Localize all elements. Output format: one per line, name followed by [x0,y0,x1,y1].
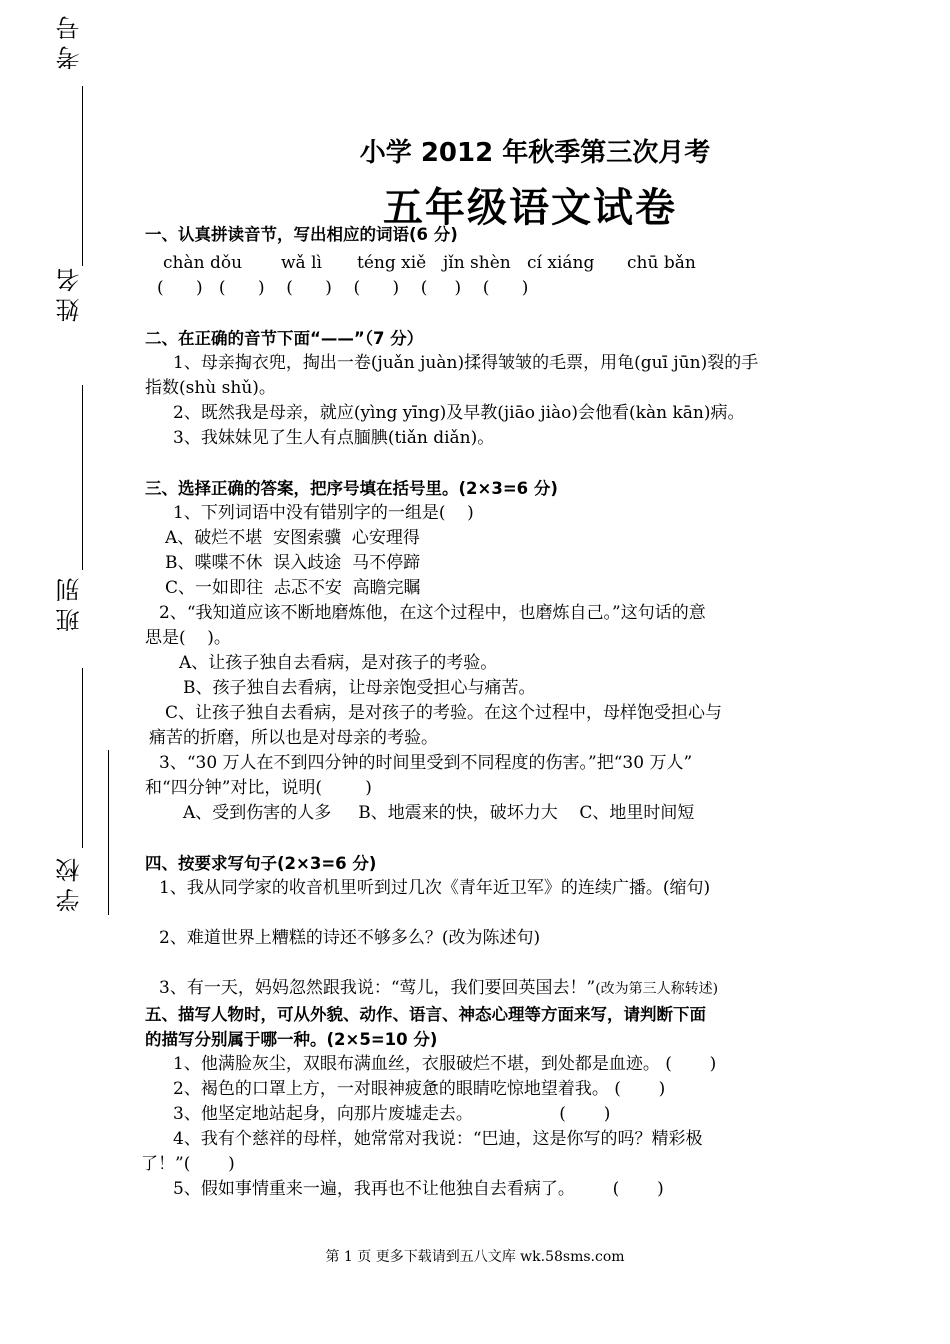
school-line [108,750,109,915]
question-line: 4、我有个慈祥的母样，她常常对我说：“巴迪，这是你写的吗？精彩极 [173,1129,703,1149]
section-2-heading: 二、在正确的音节下面“——”（7 分） [145,329,424,348]
question-line: 2、难道世界上糟糕的诗还不够多么？(改为陈述句) [159,928,541,948]
question-line: 思是( )。 [145,628,231,648]
class-line [82,668,83,848]
question-line: 3、他坚定地站起身，向那片废墟走去。 ( ) [173,1104,611,1124]
question-line: 2、“我知道应该不断地磨炼他，在这个过程中，也磨炼自己。”这句话的意 [159,603,706,623]
question-instruction: (改为第三人称转述) [595,981,719,997]
question-line: 3、“30 万人在不到四分钟的时间里受到不同程度的伤害。”把“30 万人” [159,753,693,773]
page-footer: 第 1 页 更多下载请到五八文库 wk.58sms.com [325,1249,625,1265]
option-line: 痛苦的折磨，所以也是对母亲的考验。 [149,728,438,748]
section-4-heading: 四、按要求写句子(2×3=6 分) [145,854,377,873]
question-line: 1、下列词语中没有错别字的一组是( ) [173,503,474,523]
question-line: 指数(shù shǔ)。 [145,378,276,398]
exam-title: 五年级语文试卷 [383,185,677,231]
answer-blanks: ( ) ( ) ( ) ( ) ( ) ( ) [157,278,529,298]
question-line [145,976,810,1002]
question-line: 和“四分钟”对比，说明( ) [145,778,372,798]
pinyin-item: wǎ lì [281,253,322,273]
pinyin-item: téng xiě [357,253,427,273]
section-3-heading: 三、选择正确的答案，把序号填在括号里。(2×3=6 分) [145,479,558,498]
option-line: A、受到伤害的人多 B、地震来的快，破坏力大 C、地里时间短 [183,803,695,823]
question-line: 1、他满脸灰尘，双眼布满血丝，衣服破烂不堪，到处都是血迹。 ( ) [173,1054,717,1074]
option-line: A、让孩子独自去看病，是对孩子的考验。 [179,653,498,673]
option-line: A、破烂不堪 安图索骥 心安理得 [165,528,420,548]
question-line: 5、假如事情重来一遍，我再也不让他独自去看病了。 ( ) [173,1179,664,1199]
pinyin-row [145,251,810,276]
pinyin-item: cí xiáng [527,253,595,273]
section-1-heading: 一、认真拼读音节，写出相应的词语(6 分) [145,225,458,244]
exam-subtitle: 小学 2012 年秋季第三次月考 [359,138,711,168]
pinyin-item: chū bǎn [627,253,696,273]
option-line: C、让孩子独自去看病，是对孩子的考验。在这个过程中，母样饱受担心与 [165,703,723,723]
exam-number-label: 考号 [56,10,84,70]
question-line: 1、我从同学家的收音机里听到过几次《青年近卫军》的连续广播。(缩句) [159,878,711,898]
option-line: C、一如即往 忐忑不安 高瞻完瞩 [165,578,421,598]
question-line: 了！”( ) [141,1154,235,1174]
exam-content [141,222,810,1202]
question-text: 3、有一天，妈妈忽然跟我说：“莺儿，我们要回英国去！” [159,978,596,998]
option-line: B、喋喋不休 误入歧途 马不停蹄 [165,553,421,573]
section-5-heading-b: 的描写分别属于哪一种。(2×5=10 分) [145,1030,438,1049]
class-label: 班别 [56,572,84,632]
option-line: B、孩子独自去看病，让母亲饱受担心与痛苦。 [183,678,536,698]
name-label: 姓名 [56,262,84,322]
question-line: 1、母亲掏衣兜，掏出一卷(juǎn juàn)揉得皱皱的毛票，用龟(guī jūn)裂的手 [173,353,759,373]
school-label: 学校 [56,852,84,912]
question-line: 3、我妹妹见了生人有点腼腆(tiǎn diǎn)。 [173,428,495,448]
section-5-heading-a: 五、描写人物时，可从外貌、动作、语言、神态心理等方面来写，请判断下面 [145,1005,706,1024]
pinyin-item: chàn dǒu [163,253,243,273]
question-line: 2、褐色的口罩上方，一对眼神疲惫的眼睛吃惊地望着我。 ( ) [173,1079,666,1099]
question-line: 2、既然我是母亲，就应(yìng yīng)及早教(jiāo jiào)会他看(kàn kān)病。 [173,403,745,423]
pinyin-item: jǐn shèn [443,253,511,273]
name-line [82,385,83,570]
